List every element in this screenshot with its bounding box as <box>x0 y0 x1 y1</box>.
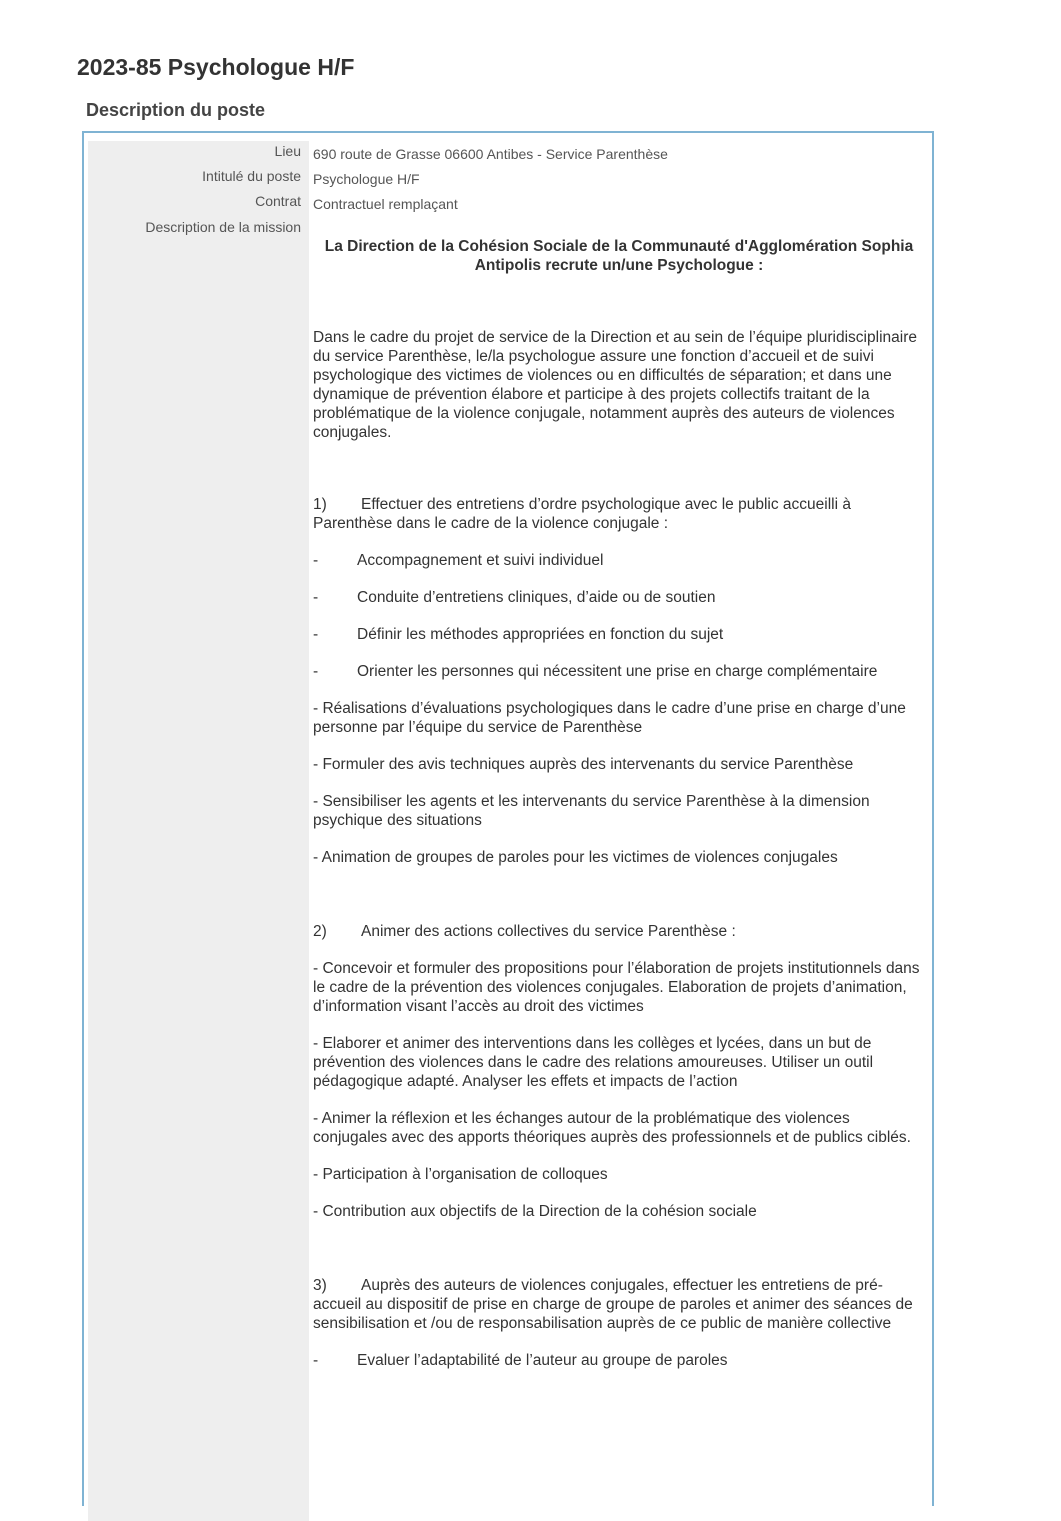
intitule-label: Intitulé du poste <box>202 168 301 184</box>
list-item: - Evaluer l’adaptabilité de l’auteur au groupe de paroles <box>313 1352 728 1369</box>
section-1-title: Effectuer des entretiens d’ordre psychologique avec le public accueilli à Parenthèse dans le cadre de la violence conjugale : <box>313 496 851 532</box>
section-1-number: 1) <box>313 496 327 513</box>
section-3-number: 3) <box>313 1277 327 1294</box>
section-2-heading <box>313 922 925 941</box>
list-item: - Concevoir et formuler des propositions pour l’élaboration de projets institutionnels dans le cadre de la prévention des violences conjugales. Elaboration de projets d’animation, d’information visant l’accès au droit des victimes <box>313 960 920 1015</box>
mission-label: Description de la mission <box>145 219 301 235</box>
list-item: - Elaborer et animer des interventions dans les collèges et lycées, dans un but de prévention des violences dans le cadre des relations amoureuses. Utiliser un outil pédagogique adapté. Analyser les effets et impacts de l’action <box>313 1035 874 1090</box>
list-item: - Sensibiliser les agents et les intervenants du service Parenthèse à la dimension psychique des situations <box>313 793 870 829</box>
section-2-title: Animer des actions collectives du service Parenthèse : <box>361 923 736 940</box>
list-item: - Participation à l’organisation de colloques <box>313 1166 608 1183</box>
mission-description <box>313 237 925 1370</box>
list-item: - Définir les méthodes appropriées en fonction du sujet <box>313 626 724 643</box>
mission-paragraph: Dans le cadre du projet de service de la Direction et au sein de l’équipe pluridisciplinaire du service Parenthèse, le/la psychologue assure une fonction d’accueil et de suivi psychologique des victimes de violences ou en difficultés de séparation; et dans une dynamique de prévention élabore et participe à des projets collectifs traitant de la problématique de la violence conjugale, notamment auprès des auteurs de violences conjugales. <box>313 329 917 441</box>
list-item: - Accompagnement et suivi individuel <box>313 552 604 569</box>
page-title: 2023-85 Psychologue H/F <box>77 54 355 80</box>
contrat-value: Contractuel remplaçant <box>313 196 458 212</box>
section-title: Description du poste <box>86 100 266 120</box>
label-column <box>88 141 309 1521</box>
list-item: - Contribution aux objectifs de la Direction de la cohésion sociale <box>313 1203 757 1220</box>
contrat-label: Contrat <box>255 193 301 209</box>
list-item: - Animer la réflexion et les échanges autour de la problématique des violences conjugales avec des apports théoriques auprès des professionnels et de publics ciblés. <box>313 1110 911 1146</box>
section-3-title: Auprès des auteurs de violences conjugales, effectuer les entretiens de pré-accueil au dispositif de prise en charge de groupe de paroles et animer des séances de sensibilisation et /ou de responsabilisation auprès de ce public de manière collective <box>313 1277 913 1332</box>
list-item: - Conduite d’entretiens cliniques, d’aide ou de soutien <box>313 589 716 606</box>
section-3-heading <box>313 1276 925 1333</box>
list-item: - Orienter les personnes qui nécessitent une prise en charge complémentaire <box>313 663 878 680</box>
job-description-table <box>82 131 934 1506</box>
list-item: - Réalisations d’évaluations psychologiques dans le cadre d’une prise en charge d’une personne par l’équipe du service de Parenthèse <box>313 700 906 736</box>
lieu-value: 690 route de Grasse 06600 Antibes - Service Parenthèse <box>313 146 668 162</box>
intitule-value: Psychologue H/F <box>313 171 420 187</box>
section-2-number: 2) <box>313 923 327 940</box>
list-item: - Animation de groupes de paroles pour les victimes de violences conjugales <box>313 849 838 866</box>
list-item: - Formuler des avis techniques auprès des intervenants du service Parenthèse <box>313 756 854 773</box>
mission-intro: La Direction de la Cohésion Sociale de la Communauté d'Agglomération Sophia Antipolis recrute un/une Psychologue : <box>324 238 914 274</box>
section-1-heading <box>313 495 925 533</box>
lieu-label: Lieu <box>274 143 301 159</box>
